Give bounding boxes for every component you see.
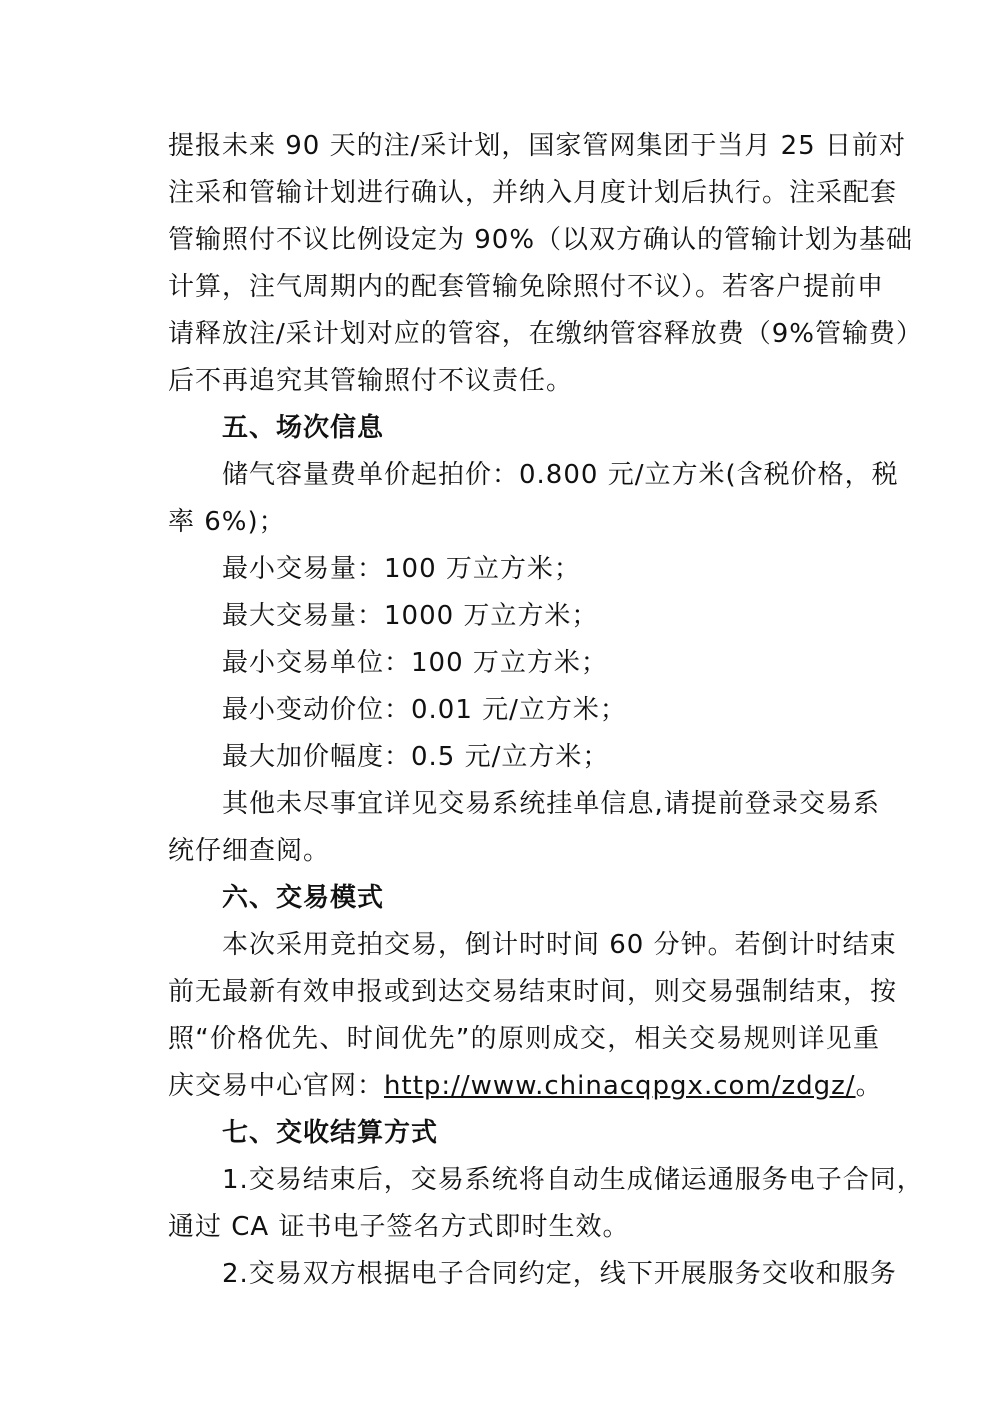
paragraph-line: 1.交易结束后，交易系统将自动生成储运通服务电子合同，: [222, 1165, 924, 1195]
list-item: 最小交易量：100 万立方米；: [222, 554, 581, 584]
paragraph-line: 本次采用竞拍交易，倒计时时间 60 分钟。若倒计时结束: [222, 930, 897, 960]
paragraph-line: 统仔细查阅。: [168, 836, 331, 866]
sentence-end: 。: [855, 1071, 883, 1101]
paragraph-line: 后不再追究其管输照付不议责任。: [168, 366, 574, 396]
list-item: 最大加价幅度：0.5 元/立方米；: [222, 742, 610, 772]
website-label: 庆交易中心官网：: [168, 1071, 385, 1101]
section-heading-session-info: 五、场次信息: [222, 413, 385, 443]
paragraph-line: 前无最新有效申报或到达交易结束时间，则交易强制结束，按: [168, 977, 898, 1007]
paragraph-line: [168, 1063, 883, 1110]
paragraph-line: 率 6%)；: [168, 507, 286, 537]
paragraph-line: 请释放注/采计划对应的管容，在缴纳管容释放费（9%管输费）: [168, 319, 924, 349]
paragraph-line: 其他未尽事宜详见交易系统挂单信息,请提前登录交易系: [222, 789, 880, 819]
paragraph-line: 注采和管输计划进行确认，并纳入月度计划后执行。注采配套: [168, 178, 898, 208]
paragraph-line: 管输照付不议比例设定为 90%（以双方确认的管输计划为基础: [168, 225, 914, 255]
section-heading-trade-mode: 六、交易模式: [222, 883, 385, 913]
paragraph-line: 通过 CA 证书电子签名方式即时生效。: [168, 1212, 630, 1242]
paragraph-line: 照“价格优先、时间优先”的原则成交，相关交易规则详见重: [168, 1024, 880, 1054]
website-link[interactable]: http://www.chinacqpgx.com/zdgz/: [384, 1071, 856, 1101]
list-item: 最小交易单位：100 万立方米；: [222, 648, 608, 678]
section-heading-settlement: 七、交收结算方式: [222, 1118, 439, 1148]
paragraph-line: 2.交易双方根据电子合同约定，线下开展服务交收和服务: [222, 1259, 897, 1289]
paragraph-line: 提报未来 90 天的注/采计划，国家管网集团于当月 25 日前对: [168, 131, 906, 161]
paragraph-line: 计算，注气周期内的配套管输免除照付不议）。若客户提前申: [168, 272, 885, 302]
list-item: 最小变动价位：0.01 元/立方米；: [222, 695, 627, 725]
list-item: 最大交易量：1000 万立方米；: [222, 601, 599, 631]
paragraph-line: 储气容量费单价起拍价：0.800 元/立方米(含税价格，税: [222, 460, 899, 490]
